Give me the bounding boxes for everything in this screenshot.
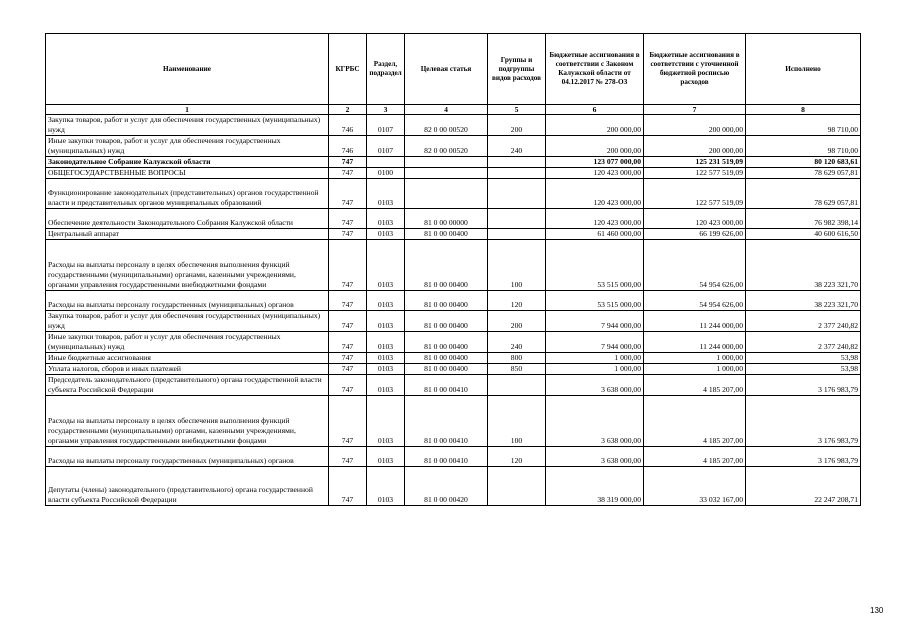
header-kgrbs: КГРБС [329, 34, 367, 105]
row-section: 0100 [367, 168, 405, 179]
row-name: Расходы на выплаты персоналу государственных (муниципальных) органов [46, 447, 329, 467]
row-executed: 3 176 983,79 [746, 375, 861, 396]
row-name: Председатель законодательного (представительного) органа государственной власти субъекта Российской Федерации [46, 375, 329, 396]
column-number: 2 [329, 105, 367, 115]
row-expense-group [488, 375, 546, 396]
row-name: Закупка товаров, работ и услуг для обеспечения государственных (муниципальных) нужд [46, 311, 329, 332]
row-section: 0103 [367, 447, 405, 467]
row-refined-allocation: 11 244 000,00 [644, 332, 746, 353]
header-executed: Исполнено [746, 34, 861, 105]
budget-table [45, 33, 861, 506]
column-number: 3 [367, 105, 405, 115]
row-kgrbs: 747 [329, 157, 367, 168]
row-name: Функционирование законодательных (представительных) органов государственной власти и представительных органов муниципальных образований [46, 179, 329, 209]
row-section: 0103 [367, 353, 405, 364]
row-law-allocation: 7 944 000,00 [546, 311, 644, 332]
row-target-article [405, 179, 488, 209]
row-law-allocation: 120 423 000,00 [546, 168, 644, 179]
column-number: 7 [644, 105, 746, 115]
row-refined-allocation: 1 000,00 [644, 353, 746, 364]
row-section: 0107 [367, 115, 405, 136]
row-executed: 80 120 683,61 [746, 157, 861, 168]
row-law-allocation: 53 515 000,00 [546, 291, 644, 311]
page-number: 130 [870, 606, 884, 615]
row-target-article [405, 157, 488, 168]
table-row [46, 332, 861, 353]
row-name: Иные закупки товаров, работ и услуг для обеспечения государственных (муниципальных) нужд [46, 136, 329, 157]
row-refined-allocation: 200 000,00 [644, 115, 746, 136]
row-kgrbs: 746 [329, 136, 367, 157]
table-body [46, 115, 861, 506]
row-law-allocation: 61 460 000,00 [546, 229, 644, 240]
row-expense-group: 120 [488, 447, 546, 467]
row-executed: 53,98 [746, 364, 861, 375]
row-kgrbs: 747 [329, 229, 367, 240]
row-section: 0103 [367, 291, 405, 311]
row-law-allocation: 38 319 000,00 [546, 467, 644, 506]
row-kgrbs: 747 [329, 447, 367, 467]
row-kgrbs: 747 [329, 240, 367, 291]
row-expense-group [488, 467, 546, 506]
row-section: 0103 [367, 179, 405, 209]
row-law-allocation: 1 000,00 [546, 353, 644, 364]
row-target-article: 81 0 00 00000 [405, 209, 488, 229]
row-expense-group [488, 229, 546, 240]
row-name: Иные бюджетные ассигнования [46, 353, 329, 364]
row-kgrbs: 747 [329, 168, 367, 179]
row-executed: 98 710,00 [746, 136, 861, 157]
row-target-article: 81 0 00 00400 [405, 229, 488, 240]
row-target-article: 82 0 00 00520 [405, 115, 488, 136]
column-number: 1 [46, 105, 329, 115]
row-name: Закупка товаров, работ и услуг для обеспечения государственных (муниципальных) нужд [46, 115, 329, 136]
row-expense-group: 100 [488, 240, 546, 291]
row-executed: 22 247 208,71 [746, 467, 861, 506]
row-expense-group: 240 [488, 332, 546, 353]
column-number: 8 [746, 105, 861, 115]
table-row [46, 364, 861, 375]
row-law-allocation: 7 944 000,00 [546, 332, 644, 353]
table-row [46, 168, 861, 179]
row-law-allocation: 120 423 000,00 [546, 209, 644, 229]
row-kgrbs: 747 [329, 311, 367, 332]
row-target-article: 81 0 00 00400 [405, 353, 488, 364]
row-refined-allocation: 1 000,00 [644, 364, 746, 375]
row-refined-allocation: 120 423 000,00 [644, 209, 746, 229]
row-executed: 2 377 240,82 [746, 311, 861, 332]
row-refined-allocation: 54 954 626,00 [644, 240, 746, 291]
table-row [46, 396, 861, 447]
table-row [46, 291, 861, 311]
row-expense-group: 200 [488, 311, 546, 332]
row-executed: 78 629 057,81 [746, 168, 861, 179]
row-kgrbs: 747 [329, 467, 367, 506]
row-section: 0103 [367, 364, 405, 375]
row-section: 0103 [367, 332, 405, 353]
table-row [46, 240, 861, 291]
row-kgrbs: 747 [329, 209, 367, 229]
row-executed: 76 982 398,14 [746, 209, 861, 229]
row-law-allocation: 3 638 000,00 [546, 447, 644, 467]
row-target-article [405, 168, 488, 179]
table-row [46, 311, 861, 332]
row-name: Законодательное Собрание Калужской области [46, 157, 329, 168]
row-name: Обеспечение деятельности Законодательного Собрания Калужской области [46, 209, 329, 229]
row-kgrbs: 747 [329, 396, 367, 447]
table-row [46, 467, 861, 506]
table-row [46, 353, 861, 364]
row-target-article: 81 0 00 00400 [405, 240, 488, 291]
row-refined-allocation: 4 185 207,00 [644, 447, 746, 467]
table-row [46, 115, 861, 136]
row-executed: 40 600 616,50 [746, 229, 861, 240]
row-refined-allocation: 54 954 626,00 [644, 291, 746, 311]
row-executed: 78 629 057,81 [746, 179, 861, 209]
row-kgrbs: 747 [329, 179, 367, 209]
row-name: Центральный аппарат [46, 229, 329, 240]
row-law-allocation: 200 000,00 [546, 136, 644, 157]
row-refined-allocation: 125 231 519,09 [644, 157, 746, 168]
header-row [46, 34, 861, 105]
row-law-allocation: 200 000,00 [546, 115, 644, 136]
row-name: Расходы на выплаты персоналу государственных (муниципальных) органов [46, 291, 329, 311]
row-target-article: 81 0 00 00400 [405, 364, 488, 375]
table-row [46, 179, 861, 209]
row-kgrbs: 747 [329, 332, 367, 353]
header-name: Наименование [46, 34, 329, 105]
row-section: 0103 [367, 467, 405, 506]
row-executed: 98 710,00 [746, 115, 861, 136]
row-law-allocation: 1 000,00 [546, 364, 644, 375]
table-row [46, 136, 861, 157]
row-kgrbs: 746 [329, 115, 367, 136]
row-refined-allocation: 122 577 519,09 [644, 179, 746, 209]
row-target-article: 81 0 00 00410 [405, 396, 488, 447]
row-name: Депутаты (члены) законодательного (представительного) органа государственной власти субъекта Российской Федерации [46, 467, 329, 506]
row-target-article: 81 0 00 00400 [405, 291, 488, 311]
row-expense-group [488, 157, 546, 168]
row-refined-allocation: 4 185 207,00 [644, 375, 746, 396]
row-law-allocation: 3 638 000,00 [546, 375, 644, 396]
row-law-allocation: 53 515 000,00 [546, 240, 644, 291]
row-expense-group: 800 [488, 353, 546, 364]
row-expense-group: 100 [488, 396, 546, 447]
row-section: 0103 [367, 396, 405, 447]
row-refined-allocation: 200 000,00 [644, 136, 746, 157]
row-section [367, 157, 405, 168]
row-executed: 38 223 321,70 [746, 240, 861, 291]
row-kgrbs: 747 [329, 375, 367, 396]
row-refined-allocation: 66 199 626,00 [644, 229, 746, 240]
row-section: 0103 [367, 209, 405, 229]
row-kgrbs: 747 [329, 291, 367, 311]
row-target-article: 81 0 00 00410 [405, 375, 488, 396]
row-refined-allocation: 11 244 000,00 [644, 311, 746, 332]
table-row [46, 229, 861, 240]
column-number: 4 [405, 105, 488, 115]
table-row [46, 447, 861, 467]
row-section: 0103 [367, 375, 405, 396]
row-section: 0103 [367, 240, 405, 291]
row-target-article: 82 0 00 00520 [405, 136, 488, 157]
row-kgrbs: 747 [329, 353, 367, 364]
row-expense-group: 850 [488, 364, 546, 375]
row-name: Расходы на выплаты персоналу в целях обеспечения выполнения функций государственными (муниципальными) органами, казенными учреждениями, органами управления государственными внебюджетными фондами [46, 240, 329, 291]
header-section: Раздел, подраздел [367, 34, 405, 105]
row-law-allocation: 3 638 000,00 [546, 396, 644, 447]
table-row [46, 375, 861, 396]
row-refined-allocation: 122 577 519,09 [644, 168, 746, 179]
row-executed: 2 377 240,82 [746, 332, 861, 353]
row-expense-group [488, 168, 546, 179]
table-row [46, 157, 861, 168]
row-law-allocation: 120 423 000,00 [546, 179, 644, 209]
row-executed: 3 176 983,79 [746, 396, 861, 447]
row-refined-allocation: 4 185 207,00 [644, 396, 746, 447]
row-executed: 53,98 [746, 353, 861, 364]
row-expense-group: 200 [488, 115, 546, 136]
header-law-allocations: Бюджетные ассигнования в соответствии с Законом Калужской области от 04.12.2017 № 278-ОЗ [546, 34, 644, 105]
row-target-article: 81 0 00 00400 [405, 332, 488, 353]
row-name: Иные закупки товаров, работ и услуг для обеспечения государственных (муниципальных) нужд [46, 332, 329, 353]
column-number-row [46, 105, 861, 115]
table-row [46, 209, 861, 229]
row-executed: 3 176 983,79 [746, 447, 861, 467]
row-name: Уплата налогов, сборов и иных платежей [46, 364, 329, 375]
row-section: 0103 [367, 229, 405, 240]
row-executed: 38 223 321,70 [746, 291, 861, 311]
row-expense-group [488, 179, 546, 209]
column-number: 6 [546, 105, 644, 115]
row-section: 0107 [367, 136, 405, 157]
column-number: 5 [488, 105, 546, 115]
row-kgrbs: 747 [329, 364, 367, 375]
row-name: ОБЩЕГОСУДАРСТВЕННЫЕ ВОПРОСЫ [46, 168, 329, 179]
row-name: Расходы на выплаты персоналу в целях обеспечения выполнения функций государственными (муниципальными) органами, казенными учреждениями, органами управления государственными внебюджетными фондами [46, 396, 329, 447]
row-target-article: 81 0 00 00410 [405, 447, 488, 467]
header-refined-allocations: Бюджетные ассигнования в соответствии с уточненной бюджетной росписью расходов [644, 34, 746, 105]
row-target-article: 81 0 00 00400 [405, 311, 488, 332]
row-expense-group [488, 209, 546, 229]
row-law-allocation: 123 077 000,00 [546, 157, 644, 168]
header-target-article: Целевая статья [405, 34, 488, 105]
row-expense-group: 120 [488, 291, 546, 311]
row-target-article: 81 0 00 00420 [405, 467, 488, 506]
row-section: 0103 [367, 311, 405, 332]
header-expense-group: Группы и подгруппы видов расходов [488, 34, 546, 105]
row-expense-group: 240 [488, 136, 546, 157]
row-refined-allocation: 33 032 167,00 [644, 467, 746, 506]
